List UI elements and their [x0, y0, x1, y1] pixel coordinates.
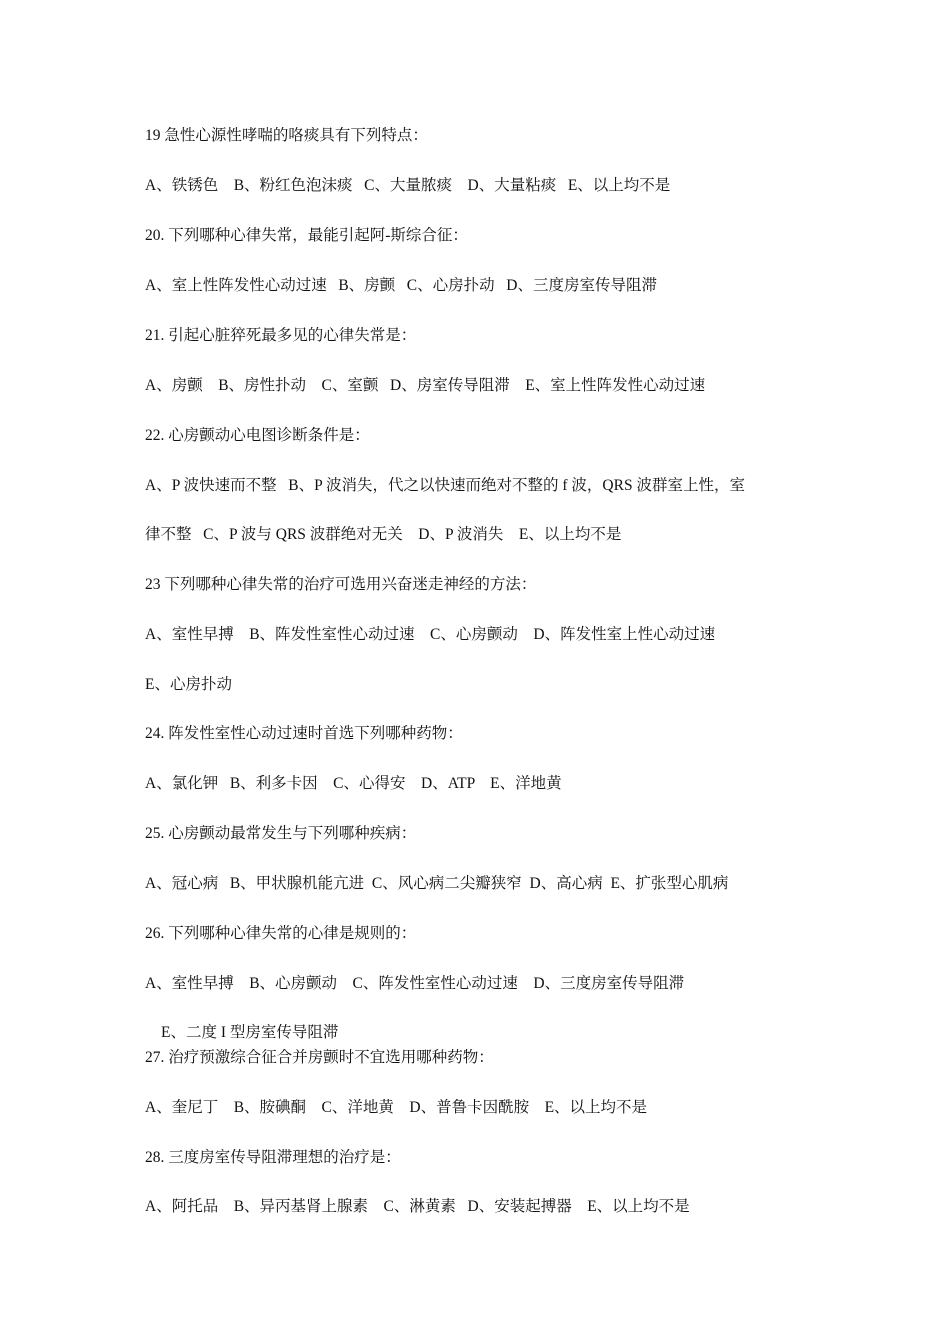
question-24-options: A、氯化钾 B、利多卡因 C、心得安 D、ATP E、洋地黄	[145, 775, 562, 792]
question-27: 27. 治疗预激综合征合并房颤时不宜选用哪种药物：	[145, 1049, 494, 1066]
question-25-options: A、冠心病 B、甲状腺机能亢进 C、风心病二尖瓣狭窄 D、高心病 E、扩张型心肌病	[145, 875, 729, 892]
question-24: 24. 阵发性室性心动过速时首选下列哪种药物：	[145, 725, 463, 742]
question-23: 23 下列哪种心律失常的治疗可选用兴奋迷走神经的方法：	[145, 576, 537, 593]
question-20-options: A、室上性阵发性心动过速 B、房颤 C、心房扑动 D、三度房室传导阻滞	[145, 277, 657, 294]
question-26-options-line-2: E、二度 I 型房室传导阻滞	[161, 1024, 339, 1041]
question-23-options-line-1: A、室性早搏 B、阵发性室性心动过速 C、心房颤动 D、阵发性室上性心动过速	[145, 626, 716, 643]
question-20: 20. 下列哪种心律失常，最能引起阿-斯综合征：	[145, 227, 468, 244]
question-19-options: A、铁锈色 B、粉红色泡沫痰 C、大量脓痰 D、大量粘痰 E、以上均不是	[145, 177, 671, 194]
question-26-options-line-1: A、室性早搏 B、心房颤动 C、阵发性室性心动过速 D、三度房室传导阻滞	[145, 975, 685, 992]
question-22-options-line-1: A、P 波快速而不整 B、P 波消失，代之以快速而绝对不整的 f 波，QRS 波群室上性，室	[145, 477, 745, 494]
question-22: 22. 心房颤动心电图诊断条件是：	[145, 427, 370, 444]
question-25: 25. 心房颤动最常发生与下列哪种疾病：	[145, 825, 417, 842]
question-23-options-line-2: E、心房扑动	[145, 676, 232, 693]
question-28-options: A、阿托品 B、异丙基肾上腺素 C、淋黄素 D、安装起搏器 E、以上均不是	[145, 1198, 690, 1215]
question-21-options: A、房颤 B、房性扑动 C、室颤 D、房室传导阻滞 E、室上性阵发性心动过速	[145, 377, 706, 394]
question-27-options: A、奎尼丁 B、胺碘酮 C、洋地黄 D、普鲁卡因酰胺 E、以上均不是	[145, 1099, 648, 1116]
question-22-options-line-2: 律不整 C、P 波与 QRS 波群绝对无关 D、P 波消失 E、以上均不是	[145, 526, 622, 543]
question-19: 19 急性心源性哮喘的咯痰具有下列特点：	[145, 127, 428, 144]
question-26: 26. 下列哪种心律失常的心律是规则的：	[145, 925, 417, 942]
question-21: 21. 引起心脏猝死最多见的心律失常是：	[145, 327, 417, 344]
question-28: 28. 三度房室传导阻滞理想的治疗是：	[145, 1149, 401, 1166]
